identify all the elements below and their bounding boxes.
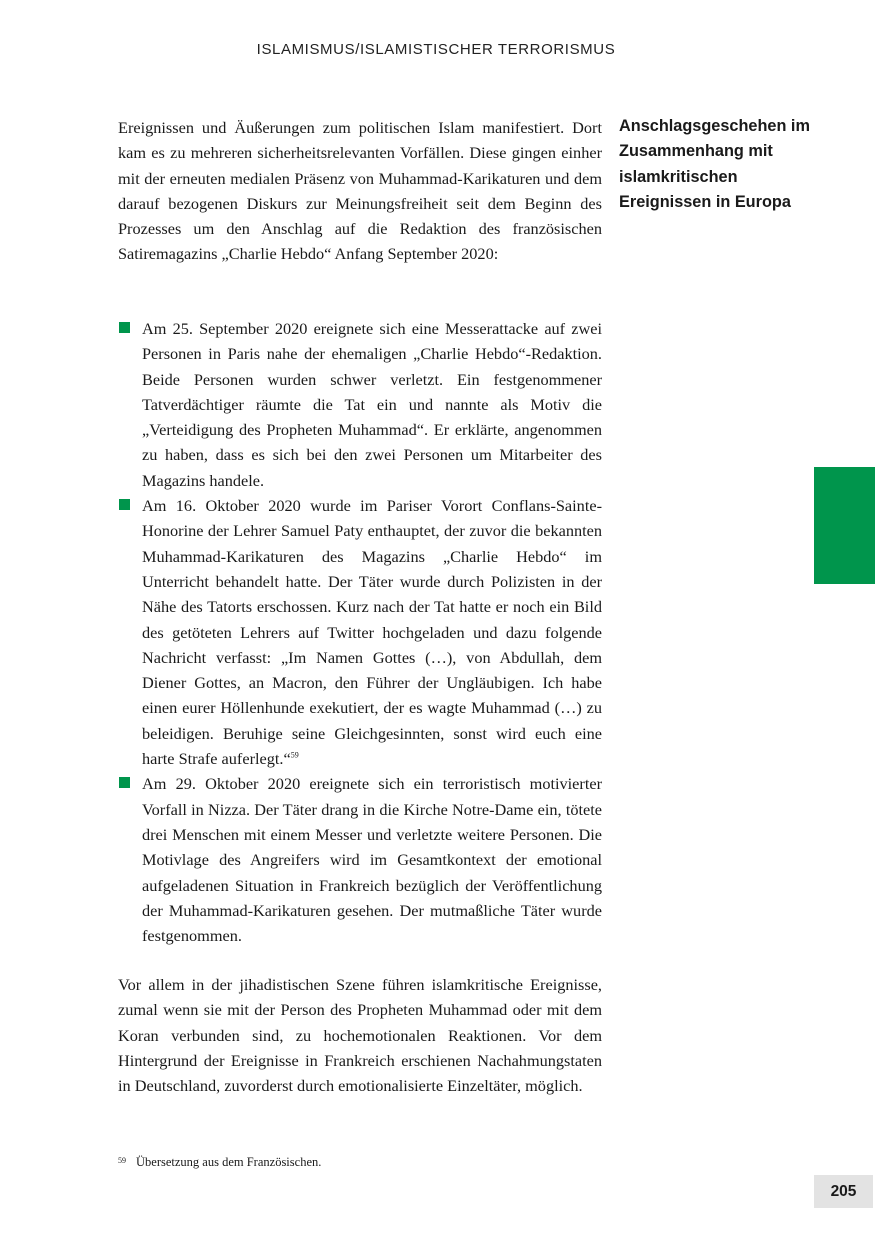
chapter-tab <box>814 467 875 584</box>
square-bullet-icon <box>119 322 130 333</box>
footnote <box>118 1154 602 1170</box>
list-item-text: Am 16. Oktober 2020 wurde im Pariser Vorort Conflans-Sainte-Honorine der Lehrer Samuel Paty enthauptet, der zuvor die bekannten Muhammad-Karikaturen des Magazins „Charlie Hebdo“ im Unterricht behandelt hatte. Der Täter wurde durch Polizisten in der Nähe des Tatorts erschossen. Kurz nach der Tat hatte er noch ein Bild des getöteten Lehrers auf Twitter hochgeladen und dazu folgende Nachricht verfasst: „Im Namen Gottes (…), von Abdullah, dem Diener Gottes, an Macron, den Führer der Ungläubigen. Ich habe einen eurer Höllenhunde exekutiert, der es wagte Muhammad (…) zu beleidigen. Beruhige seine Gleichgesinnten, sonst wird euch eine harte Strafe auferlegt.“ <box>142 496 602 769</box>
square-bullet-icon <box>119 777 130 788</box>
square-bullet-icon <box>119 499 130 510</box>
list-item <box>118 771 602 948</box>
list-item <box>118 493 602 771</box>
page-number: 205 <box>814 1175 873 1208</box>
footnote-reference[interactable]: 59 <box>290 750 299 760</box>
incident-list <box>118 316 602 948</box>
footnote-text: Übersetzung aus dem Französischen. <box>136 1155 322 1169</box>
running-header: ISLAMISMUS/ISLAMISTISCHER TERRORISMUS <box>256 41 616 58</box>
list-item-text: Am 29. Oktober 2020 ereignete sich ein terroristisch motivierter Vorfall in Nizza. Der Täter drang in die Kirche Notre-Dame ein, tötete drei Menschen mit einem Messer und verletzte weitere Personen. Die Motivlage des Angreifers wird im Gesamtkontext der emotional aufgeladenen Situation in Frankreich bezüglich der Veröffentlichung der Muhammad-Karikaturen gesehen. Der mutmaßliche Täter wurde festgenommen. <box>142 774 602 946</box>
intro-paragraph: Ereignissen und Äußerungen zum politischen Islam manifestiert. Dort kam es zu mehreren sicherheitsrelevanten Vorfällen. Diese gingen einher mit der erneuten medialen Präsenz von Muhammad-Karikaturen und dem darauf bezogenen Diskurs zur Meinungsfreiheit seit dem Beginn des Prozesses um den Anschlag auf die Redaktion des französischen Satiremagazins „Charlie Hebdo“ Anfang September 2020: <box>118 118 602 264</box>
footnote-number: 59 <box>118 1156 126 1165</box>
closing-paragraph: Vor allem in der jihadistischen Szene führen islamkritische Ereignisse, zumal wenn sie mit der Person des Propheten Muhammad oder mit dem Koran verbunden sind, zu hochemotionalen Reaktionen. Vor dem Hintergrund der Ereignisse in Frankreich erschienen Nachahmungstaten in Deutschland, zuvorderst durch emotionalisierte Einzeltäter, möglich. <box>118 975 602 1096</box>
section-heading: Anschlagsgeschehen im Zusammenhang mit islamkritischen Ereignissen in Europa <box>619 117 810 211</box>
list-item-text: Am 25. September 2020 ereignete sich eine Messerattacke auf zwei Personen in Paris nahe der ehemaligen „Charlie Hebdo“-Redaktion. Beide Personen wurden schwer verletzt. Ein festgenommener Tatverdächtiger räumte die Tat ein und nannte als Motiv die „Verteidigung des Propheten Muhammad“. Er erklärte, angenommen zu haben, dass es sich bei den zwei Personen um Mitarbeiter des Magazins handele. <box>142 319 602 490</box>
list-item <box>118 316 602 493</box>
